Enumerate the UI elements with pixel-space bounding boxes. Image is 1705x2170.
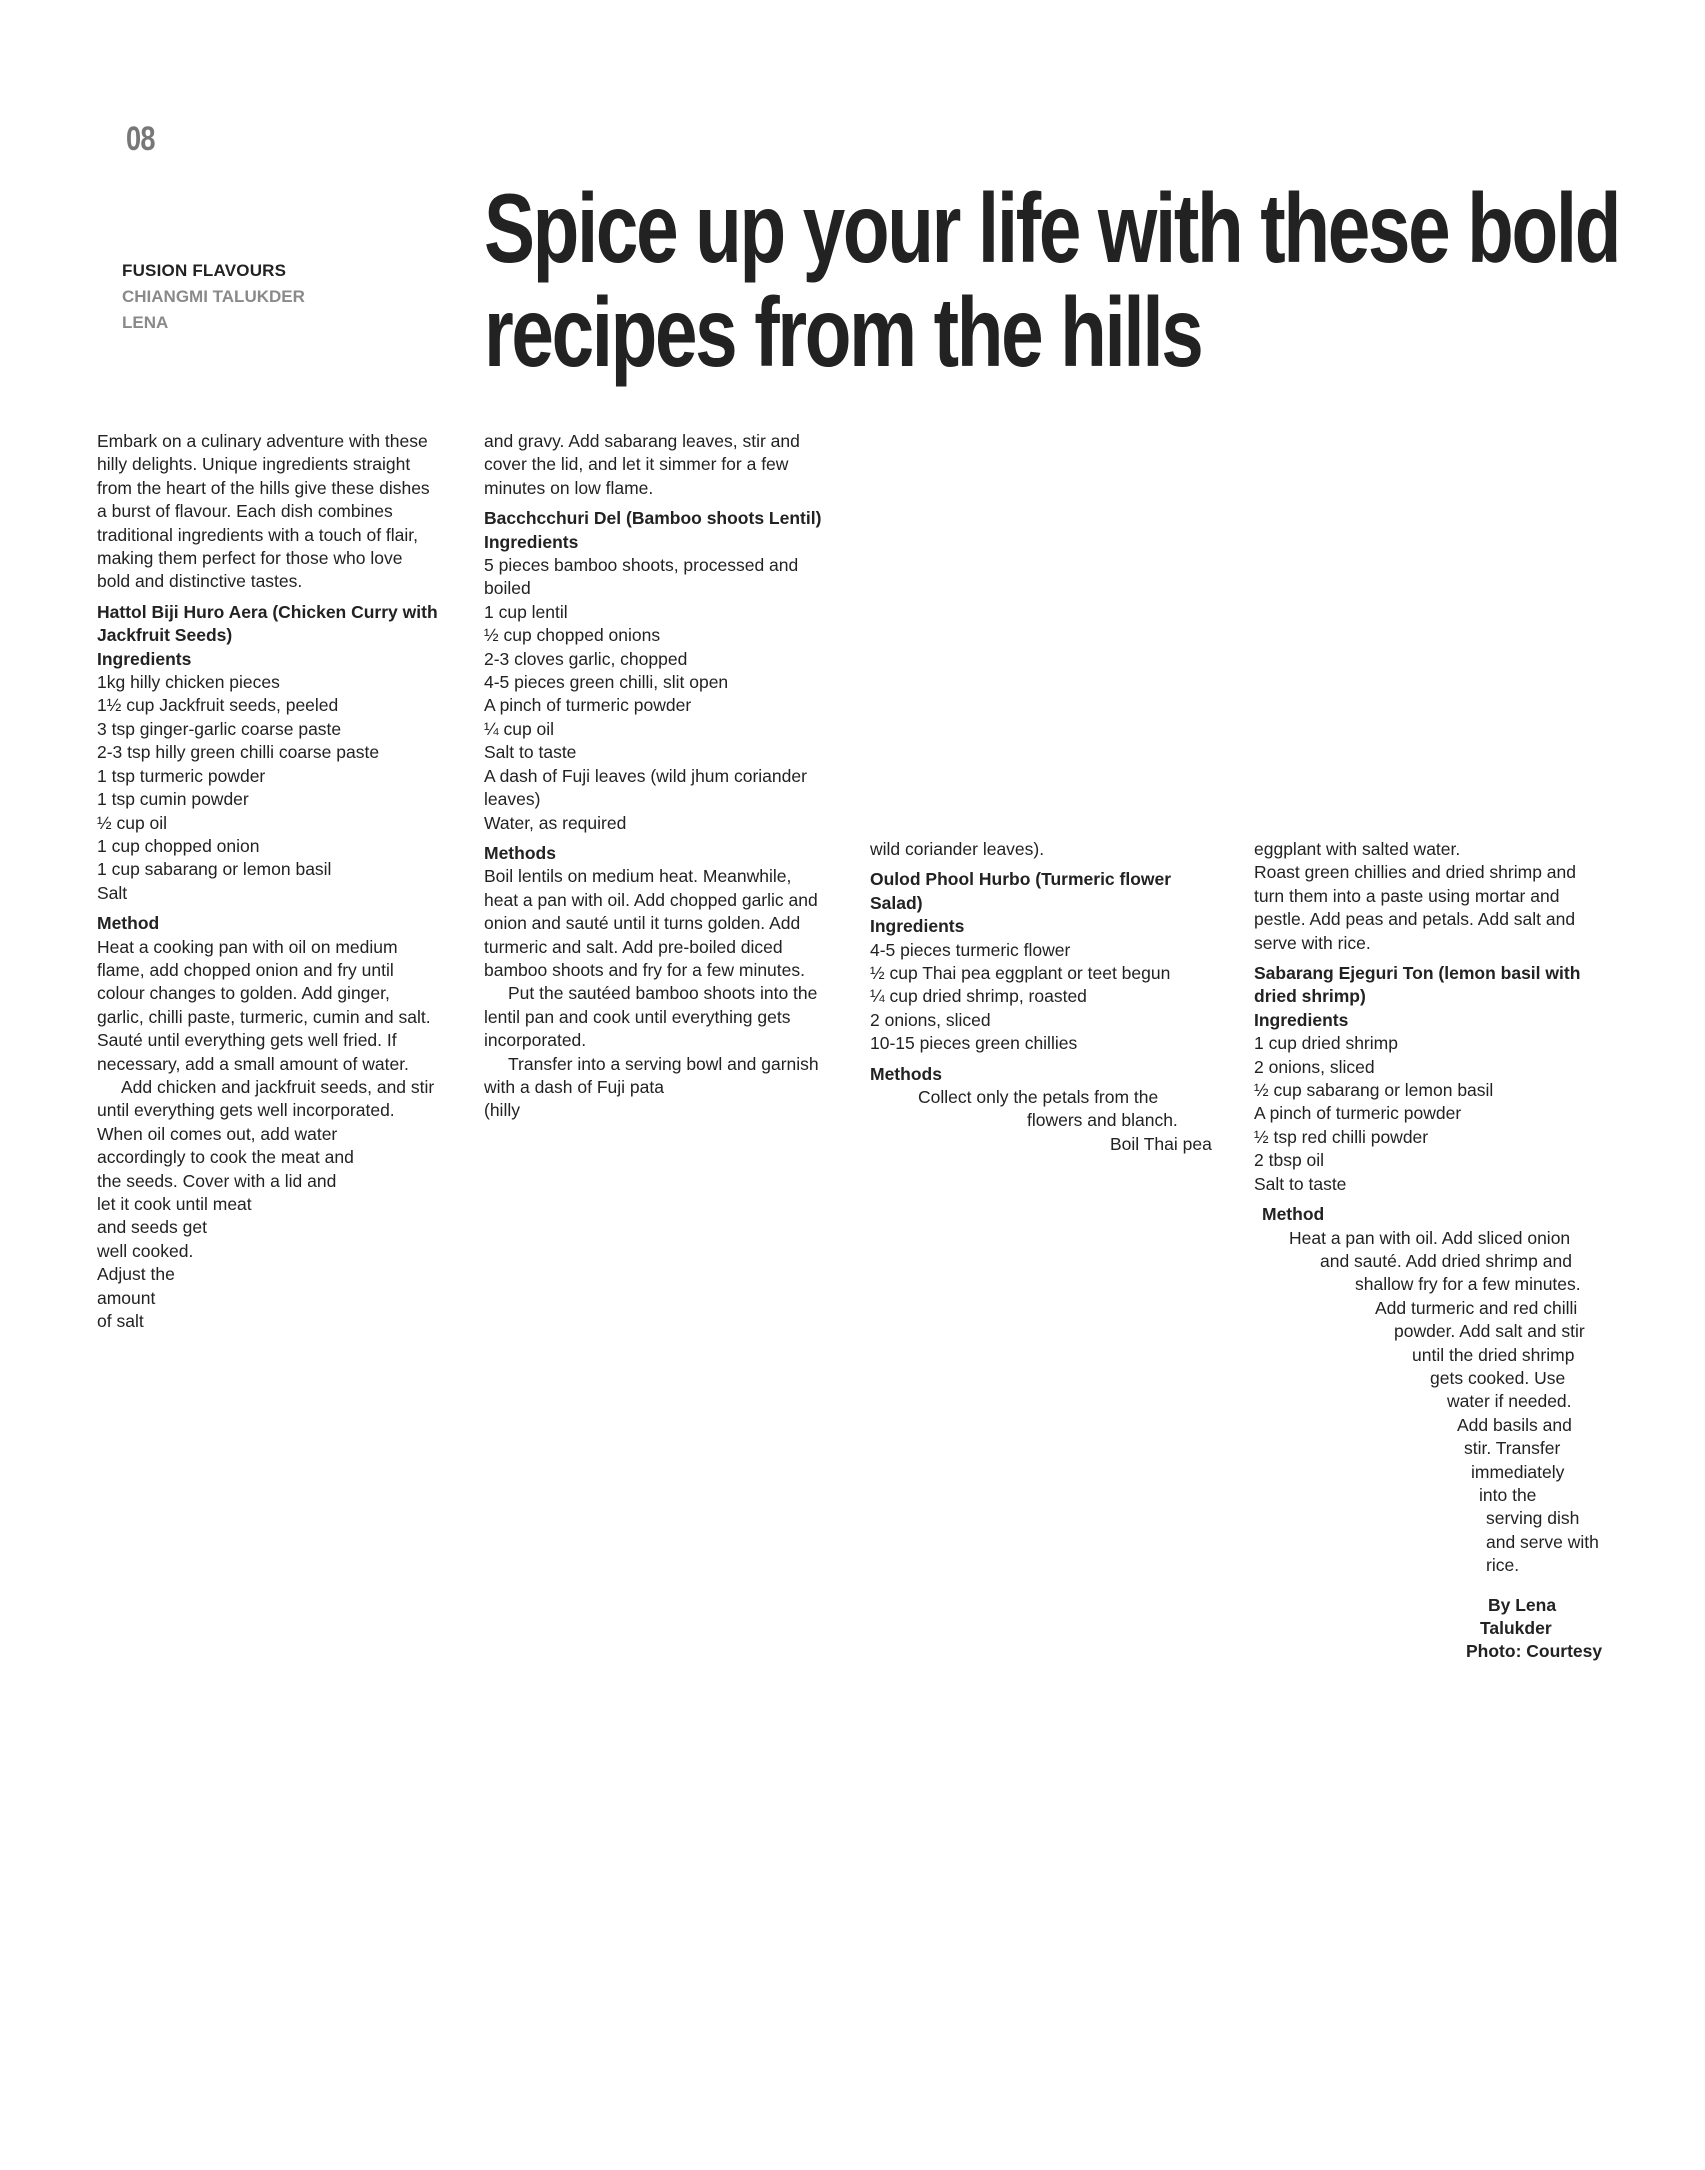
text-line: into the xyxy=(1479,1484,1537,1505)
text-line: Heat a cooking pan with oil on medium xyxy=(97,936,398,957)
methods-heading: Methods xyxy=(870,1063,942,1084)
ingredients-list xyxy=(1254,1032,1614,1196)
text-line: Adjust the xyxy=(97,1264,175,1285)
method-paragraph xyxy=(484,982,849,1052)
author-name: CHIANGMI TALUKDER xyxy=(122,287,305,306)
text-line: until everything gets well incorporated. xyxy=(97,1100,395,1121)
text-line: By Lena xyxy=(1488,1594,1557,1615)
text-line: ½ cup Thai pea eggplant or teet begun xyxy=(870,963,1171,984)
text-line: Hattol Biji Huro Aera (Chicken Curry with xyxy=(97,601,438,622)
text-line: the seeds. Cover with a lid and xyxy=(97,1170,337,1191)
text-line: Roast green chillies and dried shrimp and xyxy=(1254,862,1576,883)
text-line: Heat a pan with oil. Add sliced onion xyxy=(1289,1227,1571,1248)
text-line: Boil lentils on medium heat. Meanwhile, xyxy=(484,866,792,887)
text-line: Add turmeric and red chilli xyxy=(1375,1297,1578,1318)
text-line: traditional ingredients with a touch of flair, xyxy=(97,524,419,545)
recipe-title xyxy=(870,868,1230,915)
text-line: (hilly xyxy=(484,1100,520,1121)
text-line: accordingly to cook the meat and xyxy=(97,1147,354,1168)
text-line: eggplant with salted water. xyxy=(1254,839,1461,859)
continued-paragraph xyxy=(484,430,849,500)
text-line: powder. Add salt and stir xyxy=(1394,1321,1585,1342)
article-column-1 xyxy=(97,430,457,1333)
text-line: lentil pan and cook until everything gets xyxy=(484,1006,791,1027)
method-paragraph xyxy=(97,1076,457,1333)
text-line: Salad) xyxy=(870,892,923,913)
text-line: When oil comes out, add water xyxy=(97,1123,338,1144)
text-line: 2-3 cloves garlic, chopped xyxy=(484,648,688,669)
method-paragraph xyxy=(1254,1227,1614,1578)
text-line: 4-5 pieces turmeric flower xyxy=(870,939,1071,960)
method-paragraph xyxy=(484,1053,849,1123)
text-line: ½ cup sabarang or lemon basil xyxy=(1254,1080,1494,1101)
text-line: bold and distinctive tastes. xyxy=(97,571,303,592)
text-line: 4-5 pieces green chilli, slit open xyxy=(484,672,729,693)
text-line: well cooked. xyxy=(97,1240,194,1261)
text-line: and gravy. Add sabarang leaves, stir and xyxy=(484,431,800,451)
page-number: 08 xyxy=(126,120,155,158)
text-line: amount xyxy=(97,1287,156,1308)
text-line: onion and sauté until it turns golden. Add xyxy=(484,913,801,934)
text-line: gets cooked. Use xyxy=(1430,1367,1566,1388)
text-line: stir. Transfer xyxy=(1464,1438,1561,1459)
text-line: ½ tsp red chilli powder xyxy=(1254,1126,1429,1147)
text-line: 1 cup chopped onion xyxy=(97,835,260,856)
text-line: Jackfruit Seeds) xyxy=(97,625,233,646)
text-line: let it cook until meat xyxy=(97,1194,252,1214)
text-line: Sauté until everything gets well fried. If xyxy=(97,1030,397,1051)
text-line: 3 tsp ginger-garlic coarse paste xyxy=(97,718,342,739)
text-line: Add basils and xyxy=(1457,1414,1572,1435)
text-line: garlic, chilli paste, turmeric, cumin and salt. xyxy=(97,1006,431,1027)
method-paragraph xyxy=(484,865,849,982)
text-line: 1 cup dried shrimp xyxy=(1254,1033,1398,1054)
text-line: serve with rice. xyxy=(1254,932,1371,953)
text-line: 1kg hilly chicken pieces xyxy=(97,672,280,693)
text-line: ½ cup oil xyxy=(97,812,168,833)
continued-paragraph xyxy=(1254,838,1614,955)
text-line: leaves) xyxy=(484,789,541,810)
method-heading: Method xyxy=(1262,1204,1325,1225)
article-column-2 xyxy=(484,430,849,1123)
text-line: serving dish xyxy=(1486,1508,1580,1529)
text-line: ¼ cup oil xyxy=(484,718,555,739)
text-line: 1 cup lentil xyxy=(484,601,568,622)
author-name-2: LENA xyxy=(122,313,169,332)
text-line: turn them into a paste using mortar and xyxy=(1254,885,1560,906)
text-line: Transfer into a serving bowl and garnish xyxy=(508,1053,819,1074)
recipe-title xyxy=(97,601,457,648)
text-line: Salt xyxy=(97,882,128,903)
text-line: Boil Thai pea xyxy=(1110,1133,1212,1154)
text-line: A pinch of turmeric powder xyxy=(484,695,692,716)
recipe-title: Bacchcchuri Del (Bamboo shoots Lentil) xyxy=(484,508,822,529)
text-line: ½ cup chopped onions xyxy=(484,625,661,646)
text-line: and serve with xyxy=(1486,1531,1599,1552)
text-line: hilly delights. Unique ingredients straight xyxy=(97,454,411,475)
text-line: from the heart of the hills give these dishes xyxy=(97,477,430,498)
text-line: incorporated. xyxy=(484,1030,587,1051)
ingredients-heading: Ingredients xyxy=(97,648,192,669)
text-line: and sauté. Add dried shrimp and xyxy=(1320,1250,1572,1271)
text-line: 5 pieces bamboo shoots, processed and xyxy=(484,555,799,576)
text-line: Collect only the petals from the xyxy=(918,1087,1159,1108)
text-line: cover the lid, and let it simmer for a few xyxy=(484,454,789,475)
article-kicker xyxy=(122,258,305,336)
text-line: minutes on low flame. xyxy=(484,477,654,498)
continued-paragraph: wild coriander leaves). xyxy=(870,839,1045,859)
text-line: heat a pan with oil. Add chopped garlic and xyxy=(484,889,818,910)
text-line: immediately xyxy=(1471,1461,1565,1482)
text-line: water if needed. xyxy=(1447,1391,1572,1412)
text-line: Salt to taste xyxy=(484,742,577,763)
text-line: 1½ cup Jackfruit seeds, peeled xyxy=(97,695,339,716)
text-line: making them perfect for those who love xyxy=(97,548,403,569)
text-line: boiled xyxy=(484,578,531,599)
article-column-3 xyxy=(870,838,1230,1156)
text-line: Sabarang Ejeguri Ton (lemon basil with xyxy=(1254,963,1581,984)
text-line: and seeds get xyxy=(97,1217,207,1238)
text-line: until the dried shrimp xyxy=(1412,1344,1575,1365)
article-column-4 xyxy=(1254,838,1614,1664)
ingredients-heading: Ingredients xyxy=(870,916,965,937)
headline-line: Spice up your life with these bold xyxy=(484,173,1620,283)
text-line: Salt to taste xyxy=(1254,1173,1347,1194)
section-label: FUSION FLAVOURS xyxy=(122,261,287,280)
text-line: 1 tsp turmeric powder xyxy=(97,765,266,786)
text-line: shallow fry for a few minutes. xyxy=(1355,1274,1581,1295)
text-line: Water, as required xyxy=(484,812,627,833)
ingredients-list xyxy=(97,671,457,905)
ingredients-list xyxy=(484,554,849,835)
text-line: a burst of flavour. Each dish combines xyxy=(97,501,393,522)
text-line: Embark on a culinary adventure with these xyxy=(97,431,428,451)
text-line: necessary, add a small amount of water. xyxy=(97,1053,409,1074)
text-line: Put the sautéed bamboo shoots into the xyxy=(508,983,818,1004)
text-line: 2 tbsp oil xyxy=(1254,1150,1325,1171)
ingredients-heading: Ingredients xyxy=(484,531,579,552)
text-line: 2 onions, sliced xyxy=(1254,1056,1375,1077)
text-line: bamboo shoots and fry for a few minutes. xyxy=(484,959,805,980)
text-line: flowers and blanch. xyxy=(1027,1110,1178,1131)
ingredients-list xyxy=(870,939,1230,1056)
ingredients-heading: Ingredients xyxy=(1254,1009,1349,1030)
recipe-title xyxy=(1254,962,1614,1009)
text-line: of salt xyxy=(97,1311,144,1332)
text-line: 2 onions, sliced xyxy=(870,1009,991,1030)
method-paragraph xyxy=(97,936,457,1076)
text-line: dried shrimp) xyxy=(1254,986,1366,1007)
text-line: turmeric and salt. Add pre-boiled diced xyxy=(484,936,783,957)
text-line: 2-3 tsp hilly green chilli coarse paste xyxy=(97,742,380,763)
credits xyxy=(1254,1594,1614,1664)
text-line: 10-15 pieces green chillies xyxy=(870,1033,1078,1054)
text-line: Oulod Phool Hurbo (Turmeric flower xyxy=(870,869,1172,890)
methods-heading: Methods xyxy=(484,842,556,863)
text-line: 1 tsp cumin powder xyxy=(97,789,249,810)
text-line: with a dash of Fuji pata xyxy=(484,1076,664,1097)
headline-line: recipes from the hills xyxy=(484,277,1202,387)
text-line: A pinch of turmeric powder xyxy=(1254,1103,1462,1124)
text-line: ¼ cup dried shrimp, roasted xyxy=(870,986,1087,1007)
text-line: pestle. Add peas and petals. Add salt and xyxy=(1254,909,1576,930)
text-line: Photo: Courtesy xyxy=(1466,1641,1603,1662)
intro-paragraph xyxy=(97,430,457,594)
method-paragraph xyxy=(870,1086,1230,1156)
method-heading: Method xyxy=(97,913,160,934)
text-line: Add chicken and jackfruit seeds, and stir xyxy=(121,1076,435,1097)
text-line: Talukder xyxy=(1480,1618,1552,1638)
text-line: 1 cup sabarang or lemon basil xyxy=(97,859,332,880)
text-line: colour changes to golden. Add ginger, xyxy=(97,983,390,1004)
text-line: A dash of Fuji leaves (wild jhum coriander xyxy=(484,765,807,786)
article-headline xyxy=(484,173,1677,387)
text-line: flame, add chopped onion and fry until xyxy=(97,959,394,980)
text-line: rice. xyxy=(1486,1555,1520,1576)
